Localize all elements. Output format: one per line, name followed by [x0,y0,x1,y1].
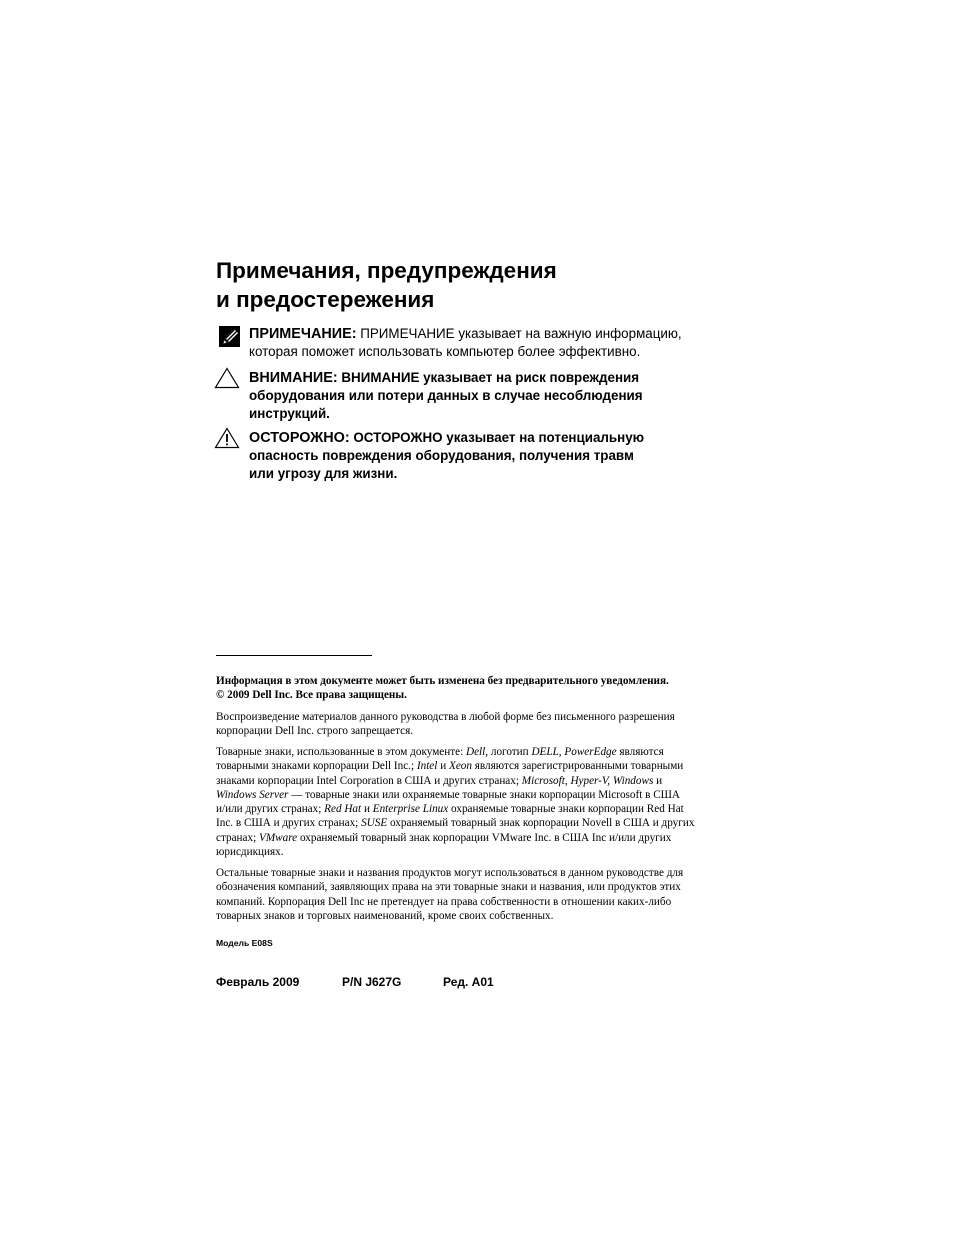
other-trademarks-line: обозначения компаний, заявляющих права на эти товарные знаки и названия, или продуктов этих [216,881,681,894]
note-line: которая поможет использовать компьютер более эффективно. [249,344,641,359]
tm-text: Товарные знаки, использованные в этом документе: [216,746,466,758]
caution-triangle-icon [214,367,240,389]
warning-line: или угрозу для жизни. [249,466,398,481]
tm-name: Microsoft [521,774,565,787]
caution-line: оборудования или потери данных в случае несоблюдения [249,388,643,403]
tm-text: и [361,803,373,816]
trademarks-paragraph [216,745,726,859]
warning-text: ОСТОРОЖНО указывает на потенциальную [353,430,645,445]
note-text: ПРИМЕЧАНИЕ указывает на важную информацию, [360,326,682,341]
note-block [214,325,734,361]
footnote-divider [216,655,372,656]
page-title-line: Примечания, предупреждения [216,258,557,283]
trademarks-line [216,759,726,773]
warning-label: ОСТОРОЖНО: [249,430,350,446]
warning-line [249,429,734,447]
tm-text: — товарные знаки или охраняемые товарные знаки корпорации Microsoft в США [288,788,681,801]
tm-name: Red Hat [324,803,362,816]
tm-text: являются зарегистрированными товарными [471,760,684,773]
tm-text: , логотип [485,746,532,758]
info-paragraph [216,674,726,703]
tm-text: охраняемый товарный знак корпорации Novell в США и других [387,817,695,830]
note-label: ПРИМЕЧАНИЕ: [249,326,357,342]
info-line: Информация в этом документе может быть изменена без предварительного уведомления. [216,675,669,687]
caution-line [249,369,734,387]
tm-text: и [437,760,449,773]
tm-text: Inc. в США и других странах; [216,817,362,830]
part-number: P/N J627G [342,975,402,989]
tm-name: Intel [416,760,438,773]
tm-name: Windows Server [216,788,289,801]
tm-text: охраняемые товарные знаки корпорации Red Hat [448,803,684,816]
tm-text: странах; [216,831,260,844]
caution-text: ВНИМАНИЕ указывает на риск повреждения [341,370,640,385]
warning-line: опасность повреждения оборудования, получения травм [249,448,634,463]
trademarks-line [216,816,726,830]
trademarks-line [216,788,726,802]
caution-label: ВНИМАНИЕ: [249,370,338,386]
tm-name: SUSE [361,817,388,830]
model-number: Модель E08S [216,938,273,948]
tm-text: знаками корпорации Intel Corporation в США и других странах; [216,774,522,787]
tm-text: и [653,774,663,787]
tm-text: товарными знаками корпорации Dell Inc.; [216,760,417,773]
other-trademarks-line: компаний. Корпорация Dell Inc не претендует на права собственности в отношении каких-либо [216,895,672,908]
tm-text: охраняемый товарный знак корпорации VMware Inc. в США Inc и/или других [297,831,672,844]
reproduction-paragraph [216,710,726,739]
reproduction-line: корпорации Dell Inc. строго запрещается. [216,725,414,738]
other-trademarks-line: товарных знаков и торговых наименований, кроме своих собственных. [216,909,554,922]
tm-name: Xeon [448,760,472,773]
tm-name: Enterprise Linux [372,803,449,816]
reproduction-line: Воспроизведение материалов данного руководства в любой форме без письменного разрешения [216,711,675,723]
note-line [249,325,734,343]
tm-name: Hyper-V, Windows [570,774,654,787]
tm-text: , [564,774,571,787]
other-trademarks-line: Остальные товарные знаки и названия продуктов могут использоваться в данном руководстве для [216,867,684,879]
copyright-line: © 2009 Dell Inc. Все права защищены. [216,689,407,702]
warning-exclamation-icon [214,427,240,449]
warning-block [214,429,734,483]
caution-block [214,369,734,423]
tm-text: и/или других странах; [216,803,325,816]
page-title-line: и предостережения [216,286,435,312]
other-trademarks-paragraph [216,866,726,923]
tm-name: VMware [259,831,298,844]
trademarks-line [216,774,726,788]
tm-name: DELL, PowerEdge [531,746,617,758]
note-pencil-icon [219,326,241,348]
tm-text: являются [616,746,664,758]
trademarks-line: юрисдикциях. [216,846,284,859]
revision: Ред. A01 [443,975,494,989]
page-title [216,257,776,314]
tm-name: Dell [466,746,486,758]
trademarks-line [216,831,726,845]
trademarks-line [216,802,726,816]
publication-date: Февраль 2009 [216,975,300,989]
caution-line: инструкций. [249,406,330,421]
trademarks-line [216,745,726,759]
